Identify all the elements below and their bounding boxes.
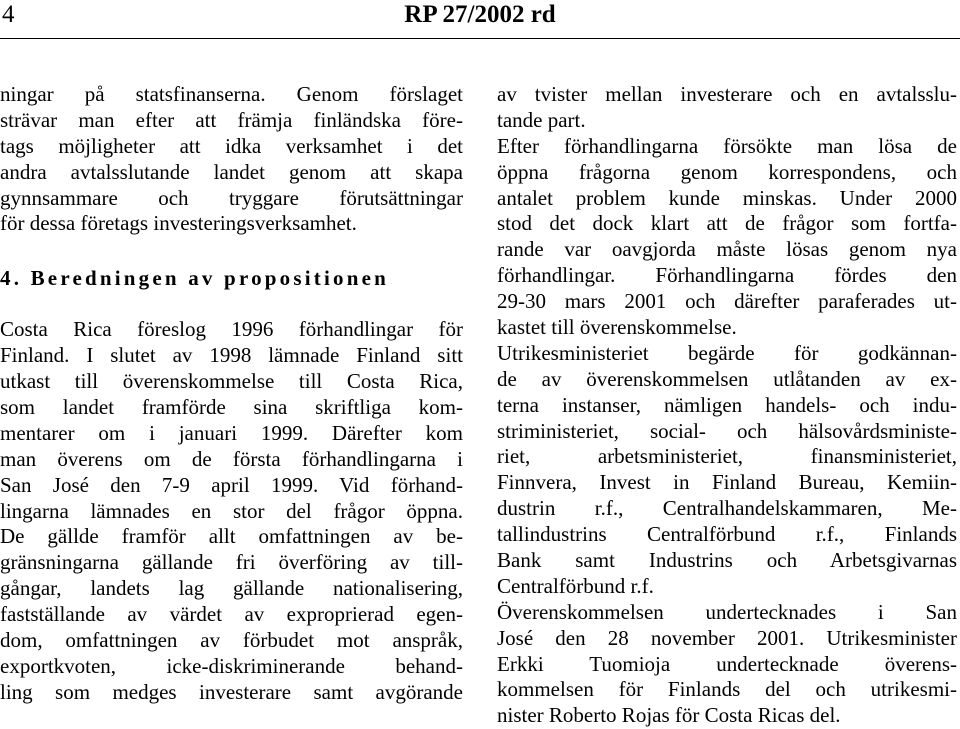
body-text-line: av tvister mellan investerare och en avtalsslu- <box>497 82 957 106</box>
body-text-line: fastställande av värdet av exproprierad egen- <box>0 602 463 627</box>
body-text-line: striministeriet, social- och hälsovårdsministe- <box>497 418 957 443</box>
spacer <box>0 237 463 265</box>
body-text-line: Utrikesministeriet begärde för godkännan- <box>497 340 957 365</box>
body-text-line: dustrin r.f., Centralhandelskammaren, Me- <box>497 496 957 521</box>
body-text-line: förhandlingar. Förhandlingarna fördes den <box>497 263 957 288</box>
body-text-line: Centralförbund r.f. <box>497 573 654 598</box>
body-text-line: José den 28 november 2001. Utrikesminister <box>497 625 957 650</box>
right-column <box>497 82 957 729</box>
body-text-line: terna instanser, nämligen handels- och indu- <box>497 392 957 417</box>
body-text-line: strävar man efter att främja finländska före- <box>0 107 463 132</box>
body-text-line: utkast till överenskommelse till Costa Rica, <box>0 369 463 394</box>
spacer <box>0 292 463 317</box>
page-number: 4 <box>2 1 15 28</box>
body-text-line: Finland. I slutet av 1998 lämnade Finland sitt <box>0 343 463 368</box>
body-text-line: dom, omfattningen av förbudet mot anspråk, <box>0 628 463 653</box>
body-text-line: gångar, landets lag gällande nationalisering, <box>0 576 463 601</box>
body-text-line: Costa Rica föreslog 1996 förhandlingar för <box>0 317 463 342</box>
left-column <box>0 82 463 706</box>
body-text-line: tande part. <box>497 107 586 132</box>
body-text-line: öppna frågorna genom korrespondens, och <box>497 159 957 184</box>
body-text-line: ling som medges investerare samt avgörande <box>0 679 463 704</box>
body-text-line: lingarna lämnades en stor del frågor öppna. <box>0 498 463 523</box>
body-text-line: exportkvoten, icke-diskriminerande behand- <box>0 653 463 678</box>
body-text-line: riet, arbetsministeriet, finansministeriet, <box>497 444 957 469</box>
body-text-line: San José den 7-9 april 1999. Vid förhand- <box>0 472 463 497</box>
body-text-line: rande var oavgjorda måste lösas genom nya <box>497 237 957 262</box>
body-text-line: som landet framförde sina skriftliga kom- <box>0 395 463 420</box>
body-text-line: Efter förhandlingarna försökte man lösa de <box>497 133 957 158</box>
body-text-line: Finnvera, Invest in Finland Bureau, Kemiin- <box>497 470 957 495</box>
body-text-line: de av överenskommelsen utlåtanden av ex- <box>497 366 957 391</box>
section-heading: 4. Beredningen av propositionen <box>0 266 389 291</box>
page-header <box>0 0 960 40</box>
body-text-line: kastet till överenskommelse. <box>497 315 737 340</box>
body-text-line: för dessa företags investeringsverksamhet. <box>0 211 357 236</box>
body-text-line: man överens om de första förhandlingarna i <box>0 446 463 471</box>
body-text-line: Erkki Tuomioja undertecknade överens- <box>497 651 957 676</box>
body-text-line: kommelsen för Finlands del och utrikesmi- <box>497 677 957 702</box>
body-text-line: De gällde framför allt omfattningen av be- <box>0 524 463 549</box>
body-text-line: Bank samt Industrins och Arbetsgivarnas <box>497 548 957 573</box>
body-text-line: tallindustrins Centralförbund r.f., Finlands <box>497 522 957 547</box>
body-text-line: mentarer om i januari 1999. Därefter kom <box>0 420 463 445</box>
body-text-line: ningar på statsfinanserna. Genom förslaget <box>0 82 463 106</box>
body-text-line: Överenskommelsen undertecknades i San <box>497 599 957 624</box>
body-text-line: stod det dock klart att de frågor som fortfa- <box>497 211 957 236</box>
body-text-line: gynnsammare och tryggare förutsättningar <box>0 185 463 210</box>
body-text-line: 29-30 mars 2001 och därefter paraferades ut- <box>497 289 957 314</box>
body-text-line: tags möjligheter att idka verksamhet i det <box>0 133 463 158</box>
header-rule <box>0 38 960 39</box>
body-text-line: gränsningarna gällande fri överföring av till- <box>0 550 463 575</box>
document-id: RP 27/2002 rd <box>404 1 556 28</box>
body-text-line: andra avtalsslutande landet genom att skapa <box>0 159 463 184</box>
body-text-line: antalet problem kunde minskas. Under 2000 <box>497 185 957 210</box>
body-text-line: nister Roberto Rojas för Costa Ricas del. <box>497 703 841 728</box>
